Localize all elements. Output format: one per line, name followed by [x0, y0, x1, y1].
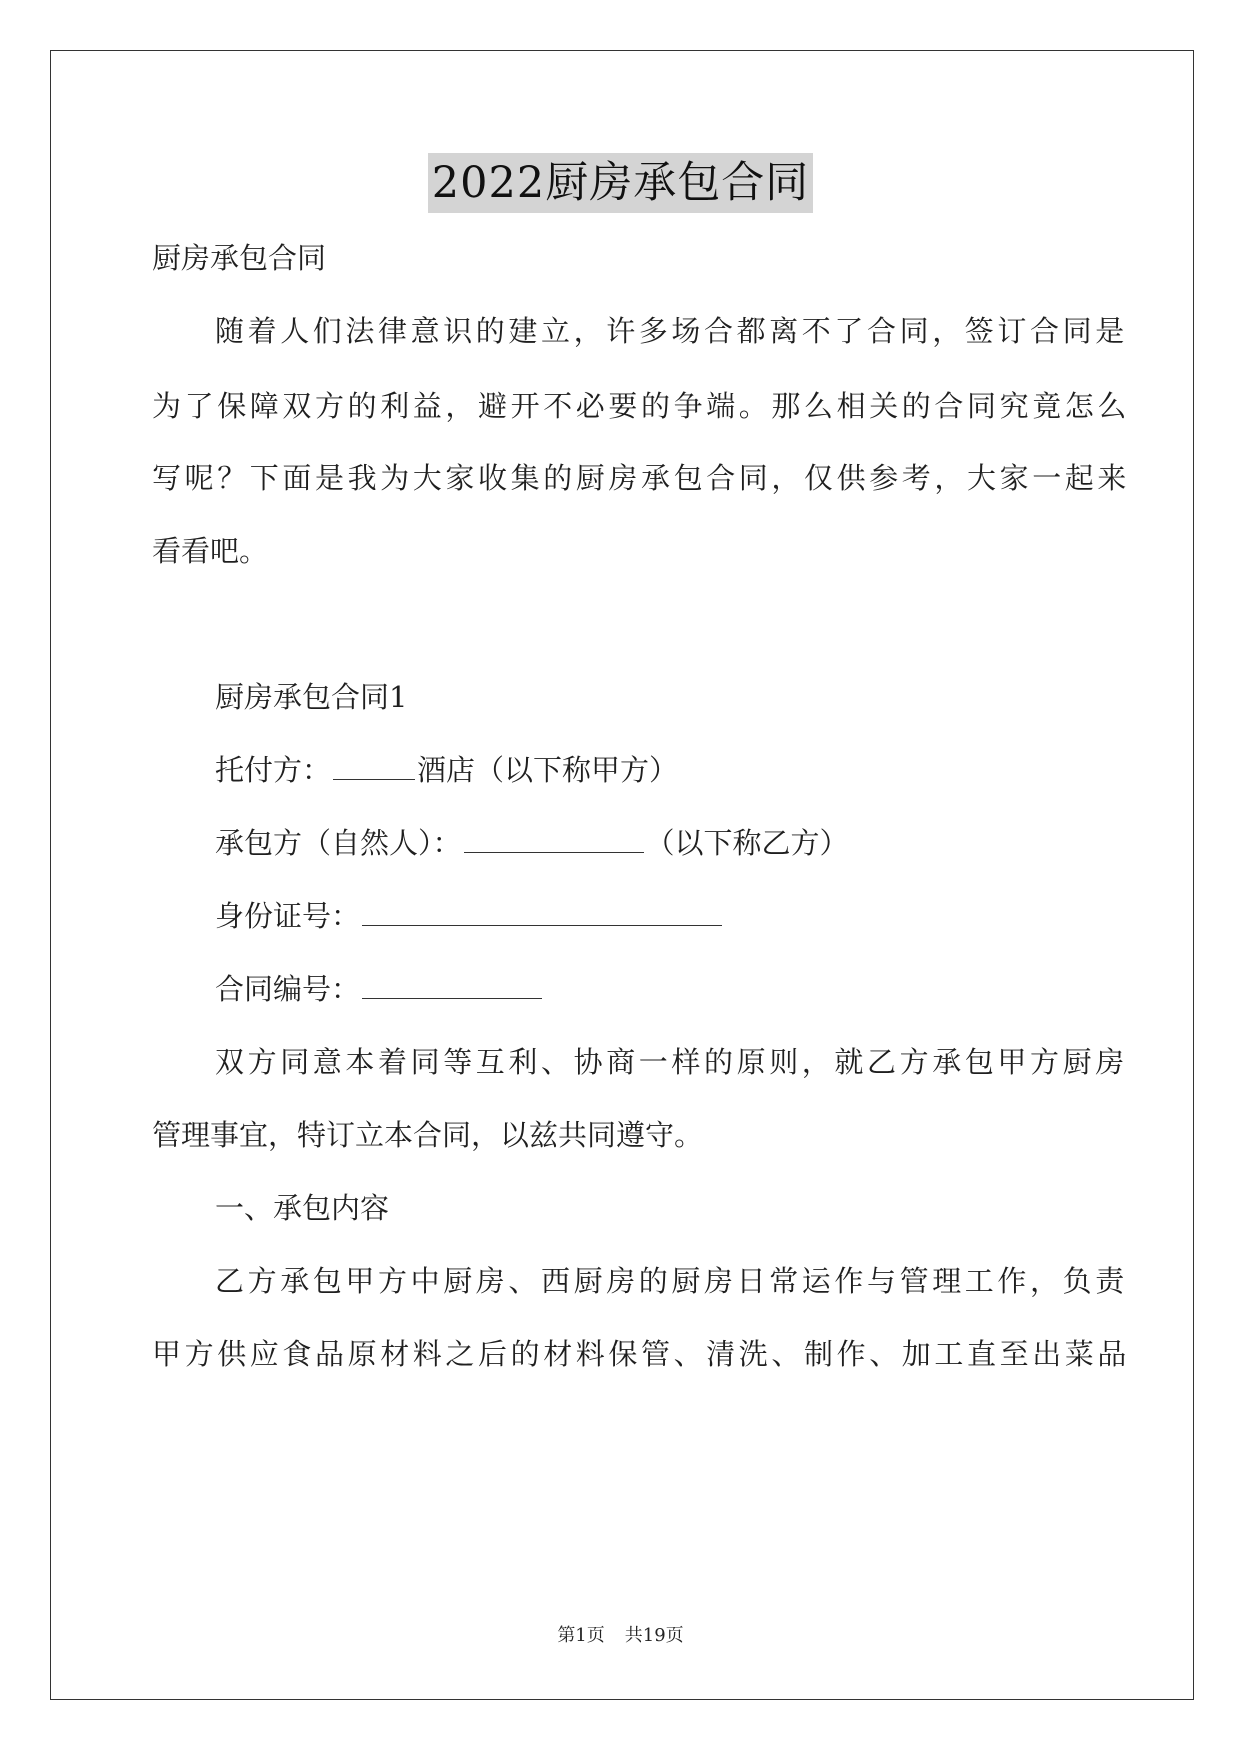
contract-number-line: [215, 969, 544, 1009]
section-one-line-2: 甲方供应食品原材料之后的材料保管、清洗、制作、加工直至出菜品: [152, 1337, 1131, 1371]
intro-line-2: 为了保障双方的利益，避开不必要的争端。那么相关的合同究竟怎么: [152, 389, 1131, 423]
agreement-line-2: 管理事宜，特订立本合同，以兹共同遵守。: [152, 1118, 704, 1152]
contract-number-label: 合同编号：: [215, 972, 361, 1006]
section-one-heading: 一、承包内容: [215, 1191, 390, 1225]
intro-line-1: 随着人们法律意识的建立，许多场合都离不了合同，签订合同是: [215, 314, 1128, 348]
document-subtitle: 厨房承包合同: [152, 241, 327, 275]
contract-number-field[interactable]: [362, 972, 542, 999]
entruster-name-field[interactable]: [333, 753, 415, 780]
contractor-name-field[interactable]: [464, 826, 644, 853]
id-number-line: [215, 896, 724, 936]
page-border: [50, 50, 1194, 1700]
page-footer: [0, 1624, 1241, 1648]
contractor-label: 承包方（自然人）：: [215, 826, 462, 860]
intro-line-4: 看看吧。: [152, 534, 269, 568]
page-current: 第1页: [557, 1625, 605, 1646]
page-total: 共19页: [624, 1625, 684, 1646]
contractor-suffix: （以下称乙方）: [645, 826, 849, 860]
entruster-line: [215, 750, 678, 790]
document-title: 2022厨房承包合同: [428, 153, 813, 213]
id-number-field[interactable]: [362, 899, 722, 926]
contractor-line: [215, 823, 849, 863]
section-one-line-1: 乙方承包甲方中厨房、西厨房的厨房日常运作与管理工作，负责: [215, 1264, 1128, 1298]
entruster-label: 托付方：: [215, 753, 332, 787]
title-container: [0, 153, 1241, 213]
contract-heading: 厨房承包合同1: [215, 680, 408, 714]
intro-line-3: 写呢？下面是我为大家收集的厨房承包合同，仅供参考，大家一起来: [152, 461, 1131, 495]
agreement-line-1: 双方同意本着同等互利、协商一样的原则，就乙方承包甲方厨房: [215, 1045, 1128, 1079]
id-number-label: 身份证号：: [215, 899, 361, 933]
entruster-suffix: 酒店（以下称甲方）: [417, 753, 679, 787]
